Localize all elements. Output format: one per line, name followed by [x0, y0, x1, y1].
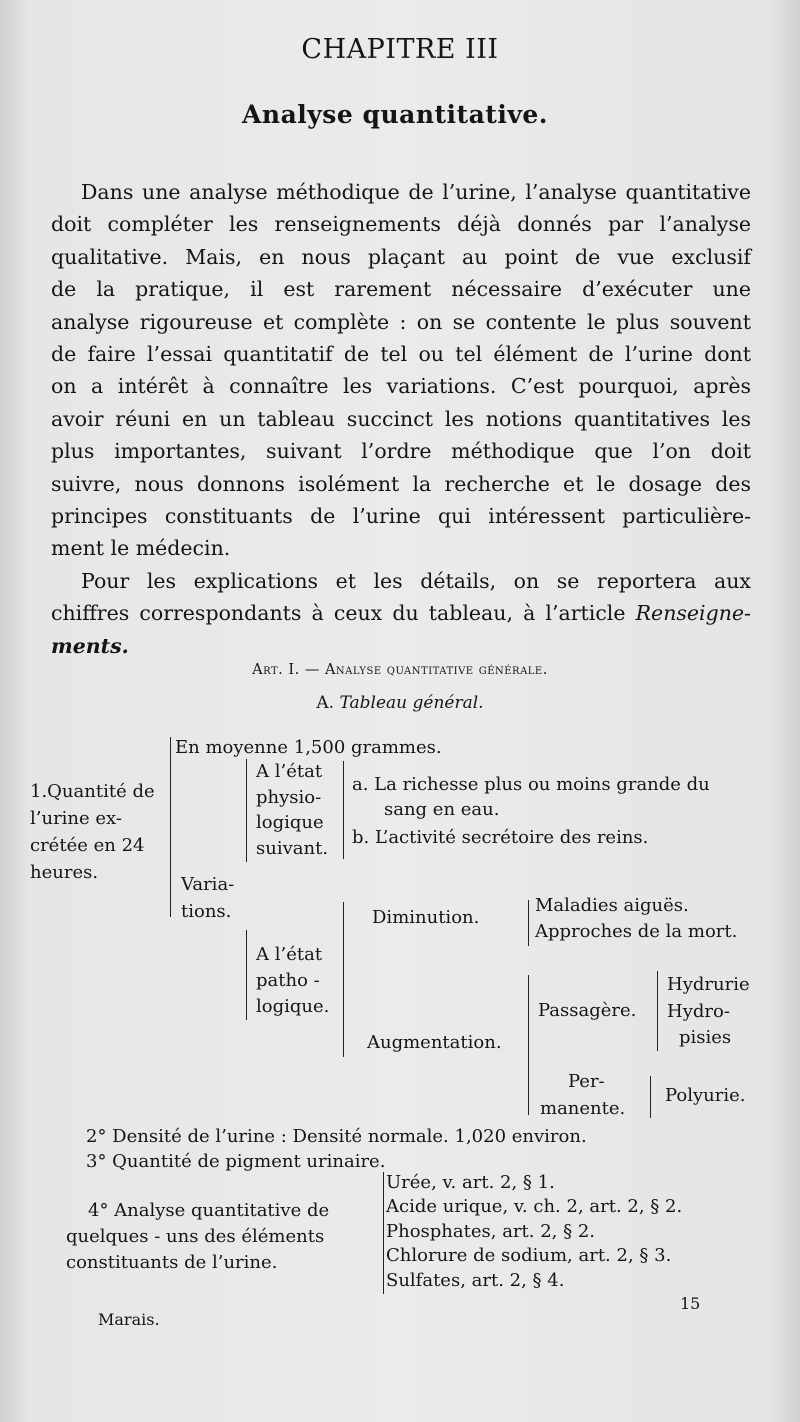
- text-line: principes constituants de l’urine qui intéressent particulière-: [51, 503, 751, 528]
- reference-paragraph: [51, 565, 751, 662]
- item1-label: 1.Quantité de l’urine ex- crétée en 24 heures.: [30, 781, 155, 883]
- transient-label: Passagère.: [538, 1000, 637, 1021]
- table-divider: [246, 759, 247, 862]
- permanent-effect: Polyurie.: [665, 1085, 746, 1106]
- text-line: analyse rigoureuse et complète : on se contente le plus souvent: [51, 309, 751, 334]
- table-divider: [528, 900, 529, 946]
- physiological-label: A l’état physio- logique suivant.: [256, 761, 329, 859]
- text-line: [51, 630, 751, 662]
- decrease-label: Diminution.: [372, 907, 480, 928]
- text-line: avoir réuni en un tableau succinct les notions quantitatives les: [51, 406, 751, 431]
- text-line: Dans une analyse méthodique de l’urine, l’analyse quantitative: [81, 180, 751, 204]
- table-divider: [383, 1172, 384, 1294]
- text-line: de la pratique, il est rarement nécessaire d’exécuter une: [51, 277, 751, 302]
- average-quantity: En moyenne 1,500 grammes.: [175, 737, 442, 758]
- element-reference: Chlorure de sodium, art. 2, § 3.: [386, 1245, 672, 1267]
- page-number: 15: [680, 1294, 701, 1313]
- text-line: suivre, nous donnons isolément la recherche et le dosage des: [51, 471, 751, 496]
- author-signature: Marais.: [98, 1310, 160, 1329]
- article-heading: Art. I. — Analyse quantitative générale.: [252, 662, 548, 678]
- intro-paragraph: [51, 176, 751, 565]
- transient-effects: Hydrurie Hydro- pisies: [667, 974, 750, 1048]
- item4-label: 4° Analyse quantitative de quelques - uns des éléments constituants de l’urine.: [66, 1200, 330, 1273]
- table-divider: [343, 902, 344, 1057]
- text-line: doit compléter les renseignements déjà donnés par l’analyse: [51, 212, 751, 237]
- permanent-label: Per- manente.: [540, 1071, 626, 1119]
- text-line: qualitative. Mais, en nous plaçant au point de vue exclusif: [51, 244, 751, 269]
- physiological-cause-a: a. La richesse plus ou moins grande du sang en eau.: [352, 774, 710, 820]
- text-line: ment le médecin.: [51, 536, 231, 561]
- physiological-cause-b: b. L’activité secrétoire des reins.: [352, 827, 649, 848]
- text-line: de faire l’essai quantitatif de tel ou tel élément de l’urine dont: [51, 341, 751, 366]
- section-title: Analyse quantitative.: [242, 100, 548, 129]
- table-divider: [650, 1076, 651, 1118]
- item3-pigment: 3° Quantité de pigment urinaire.: [86, 1151, 386, 1172]
- text-line: on a intérêt à connaître les variations. C’est pourquoi, après: [51, 374, 751, 399]
- text-line: plus importantes, suivant l’ordre méthodique que l’on doit: [51, 439, 751, 464]
- article-reference: Renseigne-: [635, 601, 751, 626]
- element-reference: Acide urique, v. ch. 2, art. 2, § 2.: [386, 1196, 683, 1218]
- text-line: Pour les explications et les détails, on se reportera aux: [81, 569, 751, 593]
- text-line: chiffres correspondants à ceux du tableau, à l’article Renseigne-: [51, 601, 751, 626]
- article-reference-end: ments.: [51, 633, 129, 658]
- table-divider: [246, 930, 247, 1020]
- element-reference: Sulfates, art. 2, § 4.: [386, 1269, 565, 1291]
- pathological-label: A l’état patho - logique.: [256, 944, 330, 1017]
- table-divider: [657, 971, 658, 1051]
- item4-elements: [386, 1171, 682, 1293]
- table-title: A. Tableau général.: [316, 693, 484, 713]
- table-divider: [343, 761, 344, 859]
- item2-density: 2° Densité de l’urine : Densité normale. 1,020 environ.: [86, 1126, 587, 1147]
- table-divider: [528, 975, 529, 1115]
- element-reference: Urée, v. art. 2, § 1.: [386, 1172, 555, 1193]
- increase-label: Augmentation.: [367, 1032, 502, 1053]
- decrease-effects: Maladies aiguës. Approches de la mort.: [535, 895, 738, 942]
- element-reference: Phosphates, art. 2, § 2.: [386, 1220, 595, 1242]
- chapter-heading: CHAPITRE III: [301, 34, 499, 65]
- variations-label: Varia- tions.: [181, 874, 235, 922]
- table-divider: [170, 737, 171, 917]
